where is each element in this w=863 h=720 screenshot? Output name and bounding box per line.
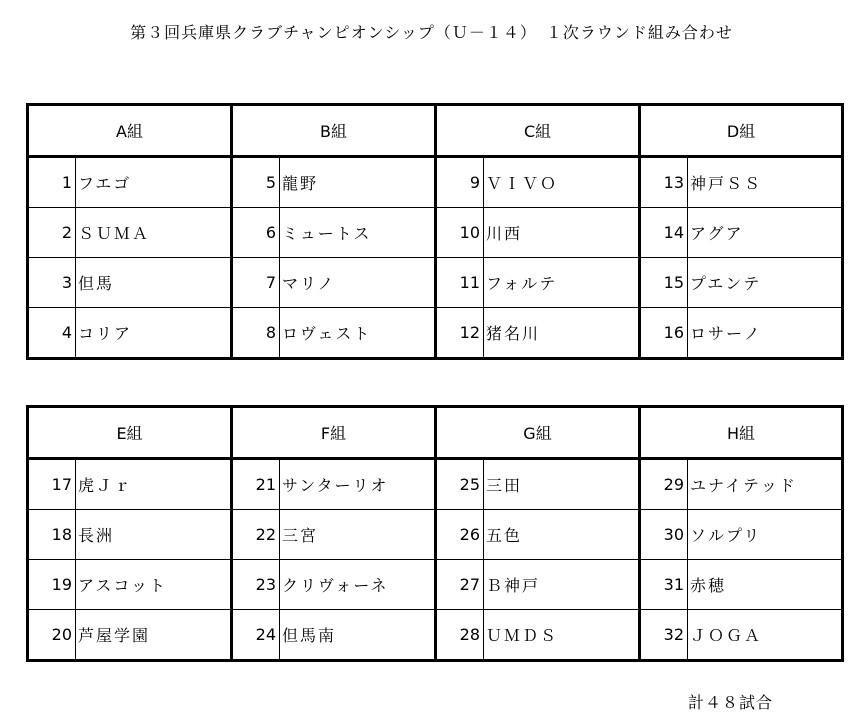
team-name: ＶＩＶＯ xyxy=(484,157,640,208)
team-name: ＪＯＧＡ xyxy=(688,610,843,661)
team-name: 川西 xyxy=(484,208,640,258)
team-row xyxy=(28,510,843,560)
team-name: 猪名川 xyxy=(484,308,640,359)
group-header-a: A組 xyxy=(28,105,232,157)
team-name: フエゴ xyxy=(76,157,232,208)
team-number: 8 xyxy=(232,308,280,359)
team-name: ソルプリ xyxy=(688,510,843,560)
group-header-f: F組 xyxy=(232,407,436,459)
team-number: 5 xyxy=(232,157,280,208)
team-number: 2 xyxy=(28,208,76,258)
total-matches: 計４８試合 xyxy=(688,693,774,712)
team-name: ロヴェスト xyxy=(280,308,436,359)
team-number: 6 xyxy=(232,208,280,258)
team-name: クリヴォーネ xyxy=(280,560,436,610)
team-name: 長洲 xyxy=(76,510,232,560)
page-title: 第３回兵庫県クラブチャンピオンシップ（Ｕ－１４） １次ラウンド組み合わせ xyxy=(130,23,733,42)
group-header-d: D組 xyxy=(640,105,843,157)
team-number: 26 xyxy=(436,510,484,560)
team-number: 28 xyxy=(436,610,484,661)
team-name: 但馬南 xyxy=(280,610,436,661)
team-name: アスコット xyxy=(76,560,232,610)
team-number: 16 xyxy=(640,308,688,359)
team-name: 神戸ＳＳ xyxy=(688,157,843,208)
team-name: 但馬 xyxy=(76,258,232,308)
team-number: 1 xyxy=(28,157,76,208)
team-row xyxy=(28,560,843,610)
team-name: アグア xyxy=(688,208,843,258)
team-number: 14 xyxy=(640,208,688,258)
team-row xyxy=(28,157,843,208)
team-name: 赤穂 xyxy=(688,560,843,610)
group-header-h: H組 xyxy=(640,407,843,459)
team-name: マリノ xyxy=(280,258,436,308)
group-header-row xyxy=(28,105,843,157)
team-name: 三宮 xyxy=(280,510,436,560)
team-number: 18 xyxy=(28,510,76,560)
team-number: 21 xyxy=(232,459,280,510)
team-name: ロサーノ xyxy=(688,308,843,359)
group-header-c: C組 xyxy=(436,105,640,157)
team-number: 17 xyxy=(28,459,76,510)
team-name: サンターリオ xyxy=(280,459,436,510)
team-number: 3 xyxy=(28,258,76,308)
team-number: 10 xyxy=(436,208,484,258)
team-number: 4 xyxy=(28,308,76,359)
team-row xyxy=(28,258,843,308)
team-number: 9 xyxy=(436,157,484,208)
team-row xyxy=(28,208,843,258)
team-number: 15 xyxy=(640,258,688,308)
team-name: ミュートス xyxy=(280,208,436,258)
team-number: 23 xyxy=(232,560,280,610)
team-name: ユナイテッド xyxy=(688,459,843,510)
team-number: 27 xyxy=(436,560,484,610)
team-name: 五色 xyxy=(484,510,640,560)
team-number: 32 xyxy=(640,610,688,661)
team-number: 24 xyxy=(232,610,280,661)
team-number: 7 xyxy=(232,258,280,308)
team-row xyxy=(28,459,843,510)
group-header-e: E組 xyxy=(28,407,232,459)
group-header-b: B組 xyxy=(232,105,436,157)
team-row xyxy=(28,610,843,661)
team-name: コリア xyxy=(76,308,232,359)
group-table-1 xyxy=(26,103,844,360)
team-number: 25 xyxy=(436,459,484,510)
team-name: 芦屋学園 xyxy=(76,610,232,661)
team-number: 30 xyxy=(640,510,688,560)
team-name: ＵＭＤＳ xyxy=(484,610,640,661)
team-name: フォルテ xyxy=(484,258,640,308)
team-number: 11 xyxy=(436,258,484,308)
team-name: ＳＵＭＡ xyxy=(76,208,232,258)
team-number: 29 xyxy=(640,459,688,510)
team-row xyxy=(28,308,843,359)
team-name: プエンテ xyxy=(688,258,843,308)
team-name: 虎Ｊｒ xyxy=(76,459,232,510)
team-name: Ｂ神戸 xyxy=(484,560,640,610)
team-number: 22 xyxy=(232,510,280,560)
team-name: 三田 xyxy=(484,459,640,510)
team-number: 19 xyxy=(28,560,76,610)
team-number: 31 xyxy=(640,560,688,610)
group-header-g: G組 xyxy=(436,407,640,459)
team-number: 20 xyxy=(28,610,76,661)
team-name: 龍野 xyxy=(280,157,436,208)
group-table-2 xyxy=(26,405,844,662)
team-number: 13 xyxy=(640,157,688,208)
group-header-row xyxy=(28,407,843,459)
team-number: 12 xyxy=(436,308,484,359)
